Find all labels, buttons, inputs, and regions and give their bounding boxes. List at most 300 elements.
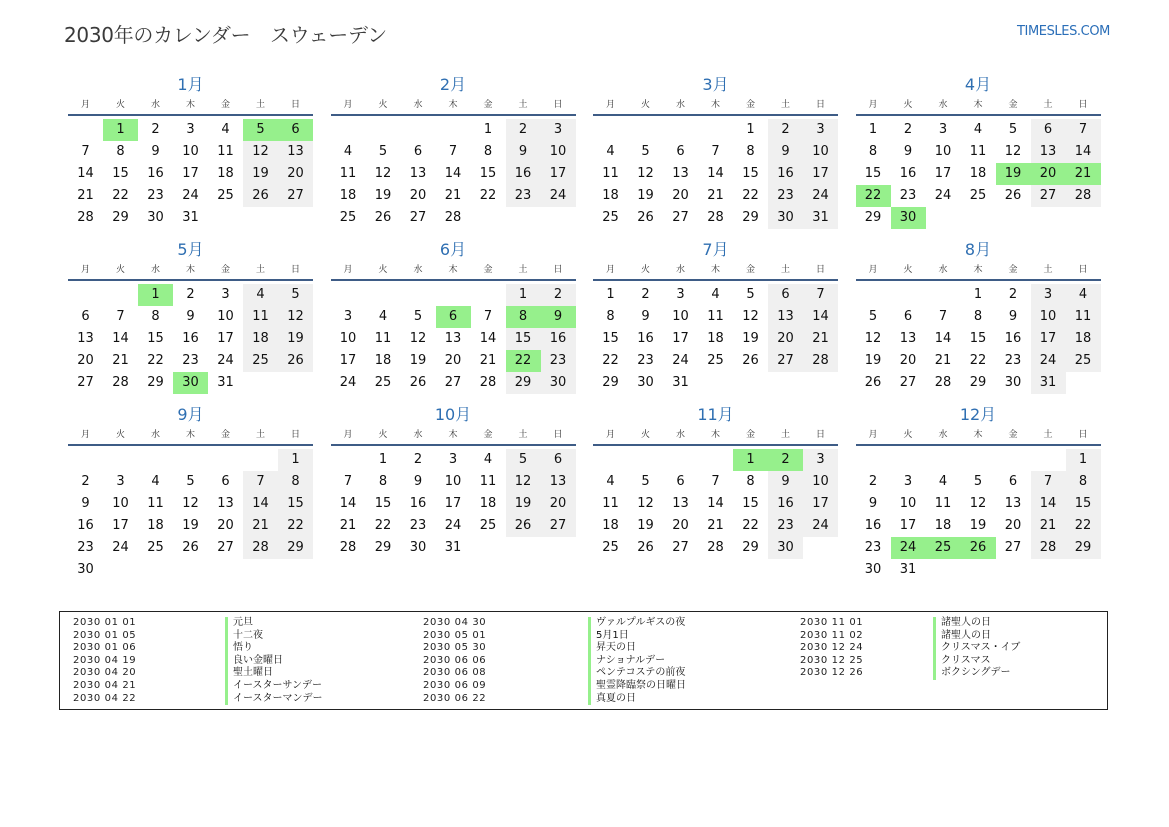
holiday-cell: 20 xyxy=(1031,163,1066,185)
day-cell: 13 xyxy=(444,331,462,346)
day-cell: 31 xyxy=(672,375,689,390)
weekday-label: 水 xyxy=(675,100,685,110)
day-cell: 19 xyxy=(182,518,199,533)
holiday-cell: 6 xyxy=(278,119,313,141)
day-cell: 18 xyxy=(217,166,234,181)
holiday-date-column xyxy=(73,617,136,705)
day-cell: 28 xyxy=(444,210,462,225)
day-cell: 24 xyxy=(934,188,952,203)
day-cell: 4 xyxy=(711,287,720,302)
day-cell: 11 xyxy=(707,309,724,324)
day-cell: 14 xyxy=(112,331,129,346)
day-cell: 21 xyxy=(339,518,357,533)
weekday-label: 木 xyxy=(448,430,458,440)
holiday-name: 真夏の日 xyxy=(588,693,686,706)
day-cell: 28 xyxy=(707,540,724,555)
empty-cell xyxy=(103,449,138,471)
weekday-header xyxy=(68,426,313,446)
weekday-label: 火 xyxy=(903,265,913,275)
day-cell: 18 xyxy=(243,328,278,350)
holiday-name: ナショナルデー xyxy=(588,655,686,668)
day-cell: 24 xyxy=(803,515,838,537)
day-grid xyxy=(68,116,313,229)
empty-cell xyxy=(926,284,961,306)
empty-cell xyxy=(628,119,663,141)
day-cell: 11 xyxy=(374,331,392,346)
empty-cell xyxy=(68,119,103,141)
day-cell: 18 xyxy=(707,331,724,346)
weekday-label: 水 xyxy=(675,265,685,275)
day-cell: 19 xyxy=(243,163,278,185)
day-cell: 21 xyxy=(1031,515,1066,537)
day-cell: 7 xyxy=(711,144,720,159)
day-cell: 30 xyxy=(864,562,882,577)
day-cell: 30 xyxy=(768,537,803,559)
day-cell: 13 xyxy=(1031,141,1066,163)
day-cell: 16 xyxy=(899,166,917,181)
holiday-date: 2030 06 09 xyxy=(423,679,487,691)
day-cell: 7 xyxy=(938,309,948,324)
day-cell: 4 xyxy=(1066,284,1101,306)
day-cell: 30 xyxy=(147,210,164,225)
day-cell: 5 xyxy=(746,287,755,302)
day-cell: 18 xyxy=(1066,328,1101,350)
month-title: 3月 xyxy=(702,75,729,94)
weekday-label: 木 xyxy=(185,100,195,110)
day-cell: 2 xyxy=(186,287,195,302)
day-cell: 30 xyxy=(541,372,576,394)
day-cell: 18 xyxy=(374,353,392,368)
day-grid xyxy=(331,446,576,559)
day-cell: 22 xyxy=(278,515,313,537)
day-cell: 8 xyxy=(606,309,615,324)
day-cell: 24 xyxy=(444,518,462,533)
day-grid xyxy=(331,116,576,229)
holiday-list-box xyxy=(59,611,1108,710)
day-cell: 4 xyxy=(973,122,983,137)
day-cell: 22 xyxy=(969,353,987,368)
day-grid xyxy=(593,446,838,559)
empty-cell xyxy=(698,119,733,141)
day-cell: 16 xyxy=(768,163,803,185)
day-cell: 1 xyxy=(278,449,313,471)
day-cell: 2 xyxy=(413,452,423,467)
weekday-label: 金 xyxy=(483,100,493,110)
day-cell: 26 xyxy=(1004,188,1022,203)
day-cell: 29 xyxy=(147,375,164,390)
day-cell: 27 xyxy=(1031,185,1066,207)
empty-cell xyxy=(961,449,996,471)
day-cell: 6 xyxy=(1031,119,1066,141)
holiday-name: ボクシングデー xyxy=(933,667,1020,680)
day-cell: 3 xyxy=(938,122,948,137)
day-cell: 4 xyxy=(378,309,388,324)
day-cell: 9 xyxy=(1008,309,1018,324)
day-cell: 14 xyxy=(479,331,497,346)
day-cell: 17 xyxy=(182,166,199,181)
empty-cell xyxy=(243,449,278,471)
holiday-cell: 8 xyxy=(506,306,541,328)
holiday-date: 2030 11 01 xyxy=(800,617,864,628)
day-cell: 18 xyxy=(934,518,952,533)
day-cell: 1 xyxy=(973,287,983,302)
empty-cell xyxy=(401,284,436,306)
day-cell: 27 xyxy=(77,375,94,390)
day-cell: 28 xyxy=(77,210,94,225)
day-cell: 29 xyxy=(969,375,987,390)
month-calendar xyxy=(856,239,1101,394)
weekday-label: 土 xyxy=(255,430,265,440)
holiday-cell: 6 xyxy=(436,306,471,328)
day-cell: 14 xyxy=(339,496,357,511)
day-cell: 2 xyxy=(541,284,576,306)
day-cell: 11 xyxy=(217,144,234,159)
day-cell: 9 xyxy=(868,496,878,511)
holiday-name: 十二夜 xyxy=(225,630,323,643)
day-cell: 8 xyxy=(278,471,313,493)
day-cell: 15 xyxy=(278,493,313,515)
weekday-label: 火 xyxy=(378,430,388,440)
day-cell: 8 xyxy=(483,144,493,159)
holiday-name-column xyxy=(588,617,686,705)
weekday-header xyxy=(856,261,1101,281)
day-cell: 17 xyxy=(444,496,462,511)
day-cell: 2 xyxy=(1008,287,1018,302)
weekday-label: 水 xyxy=(675,430,685,440)
month-calendar xyxy=(856,74,1101,229)
day-cell: 15 xyxy=(479,166,497,181)
day-cell: 11 xyxy=(479,474,497,489)
holiday-name: 5月1日 xyxy=(588,630,686,643)
day-grid xyxy=(593,116,838,229)
day-cell: 11 xyxy=(147,496,164,511)
day-cell: 28 xyxy=(707,210,724,225)
day-cell: 31 xyxy=(217,375,234,390)
month-calendar xyxy=(856,404,1101,581)
day-cell: 20 xyxy=(541,493,576,515)
day-cell: 12 xyxy=(182,496,199,511)
holiday-cell: 30 xyxy=(173,372,208,394)
day-cell: 20 xyxy=(77,353,94,368)
day-cell: 14 xyxy=(803,306,838,328)
weekday-label: 土 xyxy=(780,430,790,440)
weekday-label: 木 xyxy=(185,265,195,275)
empty-cell xyxy=(331,119,366,141)
day-cell: 31 xyxy=(444,540,462,555)
day-cell: 27 xyxy=(899,375,917,390)
day-cell: 6 xyxy=(541,449,576,471)
empty-cell xyxy=(593,119,628,141)
day-cell: 1 xyxy=(868,122,878,137)
holiday-name: 聖土曜日 xyxy=(225,667,323,680)
day-cell: 21 xyxy=(77,188,94,203)
day-cell: 17 xyxy=(541,163,576,185)
day-cell: 25 xyxy=(479,518,497,533)
day-cell: 8 xyxy=(378,474,388,489)
month-title: 9月 xyxy=(177,405,204,424)
day-cell: 6 xyxy=(676,144,685,159)
day-cell: 7 xyxy=(448,144,458,159)
day-cell: 28 xyxy=(479,375,497,390)
day-cell: 25 xyxy=(602,210,619,225)
holiday-name: 良い金曜日 xyxy=(225,655,323,668)
day-cell: 22 xyxy=(147,353,164,368)
holiday-cell: 26 xyxy=(961,537,996,559)
weekday-label: 日 xyxy=(1078,100,1088,110)
weekday-label: 日 xyxy=(815,265,825,275)
day-cell: 7 xyxy=(483,309,493,324)
day-cell: 30 xyxy=(77,562,94,577)
site-link[interactable]: TIMESLES.COM xyxy=(1016,24,1110,39)
empty-cell xyxy=(436,284,471,306)
day-cell: 2 xyxy=(868,474,878,489)
empty-cell xyxy=(68,449,103,471)
day-cell: 12 xyxy=(637,496,654,511)
day-cell: 11 xyxy=(934,496,952,511)
day-cell: 18 xyxy=(969,166,987,181)
holiday-date: 2030 04 20 xyxy=(73,667,137,679)
weekday-header xyxy=(593,96,838,116)
weekday-label: 月 xyxy=(605,100,615,110)
day-cell: 10 xyxy=(934,144,952,159)
day-cell: 24 xyxy=(112,540,129,555)
day-cell: 18 xyxy=(479,496,497,511)
month-title: 11月 xyxy=(697,405,734,424)
day-cell: 12 xyxy=(969,496,987,511)
day-cell: 17 xyxy=(899,518,917,533)
day-cell: 25 xyxy=(147,540,164,555)
weekday-label: 日 xyxy=(290,265,300,275)
day-cell: 1 xyxy=(506,284,541,306)
day-cell: 5 xyxy=(506,449,541,471)
day-cell: 26 xyxy=(637,210,654,225)
weekday-label: 木 xyxy=(448,265,458,275)
day-cell: 27 xyxy=(409,210,427,225)
day-cell: 20 xyxy=(768,328,803,350)
day-cell: 11 xyxy=(602,496,619,511)
empty-cell xyxy=(366,119,401,141)
day-cell: 29 xyxy=(742,210,759,225)
day-grid xyxy=(856,116,1101,229)
weekday-label: 月 xyxy=(868,265,878,275)
day-cell: 9 xyxy=(151,144,160,159)
day-cell: 10 xyxy=(217,309,234,324)
day-cell: 5 xyxy=(641,474,650,489)
weekday-label: 土 xyxy=(518,430,528,440)
empty-cell xyxy=(996,449,1031,471)
day-cell: 13 xyxy=(409,166,427,181)
day-cell: 27 xyxy=(541,515,576,537)
day-cell: 25 xyxy=(339,210,357,225)
holiday-date: 2030 06 06 xyxy=(423,654,487,666)
weekday-label: 土 xyxy=(255,265,265,275)
day-cell: 4 xyxy=(606,144,615,159)
day-cell: 15 xyxy=(506,328,541,350)
day-cell: 13 xyxy=(768,306,803,328)
day-cell: 4 xyxy=(938,474,948,489)
month-calendar xyxy=(331,404,576,581)
day-cell: 16 xyxy=(864,518,882,533)
day-cell: 10 xyxy=(339,331,357,346)
holiday-date: 2030 04 19 xyxy=(73,654,137,666)
day-cell: 7 xyxy=(243,471,278,493)
day-cell: 15 xyxy=(969,331,987,346)
day-cell: 25 xyxy=(602,540,619,555)
day-cell: 23 xyxy=(899,188,917,203)
day-cell: 28 xyxy=(1066,185,1101,207)
day-cell: 11 xyxy=(1066,306,1101,328)
month-calendar xyxy=(593,404,838,581)
weekday-label: 金 xyxy=(483,430,493,440)
day-cell: 7 xyxy=(711,474,720,489)
day-cell: 2 xyxy=(81,474,90,489)
day-cell: 27 xyxy=(672,540,689,555)
day-cell: 22 xyxy=(479,188,497,203)
day-cell: 25 xyxy=(707,353,724,368)
day-cell: 5 xyxy=(378,144,388,159)
day-cell: 22 xyxy=(1066,515,1101,537)
day-cell: 12 xyxy=(243,141,278,163)
day-cell: 11 xyxy=(339,166,357,181)
day-cell: 13 xyxy=(278,141,313,163)
day-cell: 30 xyxy=(1004,375,1022,390)
day-cell: 16 xyxy=(182,331,199,346)
day-cell: 30 xyxy=(637,375,654,390)
holiday-date-column xyxy=(423,617,486,705)
weekday-header xyxy=(331,96,576,116)
day-cell: 16 xyxy=(506,163,541,185)
weekday-label: 水 xyxy=(413,430,423,440)
day-cell: 20 xyxy=(278,163,313,185)
empty-cell xyxy=(436,119,471,141)
holiday-name: 諸聖人の日 xyxy=(933,630,1020,643)
day-cell: 4 xyxy=(606,474,615,489)
day-cell: 10 xyxy=(899,496,917,511)
day-cell: 23 xyxy=(77,540,94,555)
weekday-label: 土 xyxy=(780,100,790,110)
day-cell: 26 xyxy=(374,210,392,225)
day-cell: 20 xyxy=(899,353,917,368)
weekday-header xyxy=(68,96,313,116)
day-cell: 1 xyxy=(1066,449,1101,471)
weekday-label: 火 xyxy=(115,100,125,110)
day-cell: 12 xyxy=(864,331,882,346)
holiday-date: 2030 01 05 xyxy=(73,629,137,641)
weekday-label: 月 xyxy=(868,430,878,440)
month-title: 4月 xyxy=(964,75,992,94)
holiday-cell: 30 xyxy=(891,207,926,229)
day-cell: 18 xyxy=(602,518,619,533)
day-cell: 22 xyxy=(742,188,759,203)
weekday-label: 金 xyxy=(745,430,755,440)
weekday-label: 木 xyxy=(973,430,983,440)
holiday-date: 2030 12 24 xyxy=(800,642,864,654)
day-cell: 4 xyxy=(151,474,160,489)
day-cell: 31 xyxy=(182,210,199,225)
weekday-label: 水 xyxy=(413,100,423,110)
holiday-date: 2030 01 01 xyxy=(73,617,137,628)
weekday-label: 水 xyxy=(150,430,160,440)
day-cell: 15 xyxy=(112,166,129,181)
day-cell: 31 xyxy=(803,207,838,229)
day-cell: 28 xyxy=(243,537,278,559)
day-cell: 30 xyxy=(409,540,427,555)
day-cell: 10 xyxy=(1031,306,1066,328)
month-title: 8月 xyxy=(964,240,992,259)
empty-cell xyxy=(103,284,138,306)
weekday-label: 水 xyxy=(938,430,948,440)
weekday-label: 土 xyxy=(1043,100,1053,110)
day-cell: 9 xyxy=(641,309,650,324)
month-calendar xyxy=(331,74,576,229)
day-cell: 14 xyxy=(77,166,94,181)
empty-cell xyxy=(366,284,401,306)
weekday-label: 水 xyxy=(938,100,948,110)
holiday-name: 聖霊降臨祭の日曜日 xyxy=(588,680,686,693)
day-cell: 23 xyxy=(768,515,803,537)
day-cell: 16 xyxy=(409,496,427,511)
day-cell: 2 xyxy=(641,287,650,302)
day-cell: 19 xyxy=(969,518,987,533)
weekday-label: 金 xyxy=(1008,265,1018,275)
weekday-label: 火 xyxy=(903,430,913,440)
day-cell: 7 xyxy=(1066,119,1101,141)
day-cell: 3 xyxy=(676,287,685,302)
holiday-cell: 2 xyxy=(768,449,803,471)
day-cell: 5 xyxy=(973,474,983,489)
day-cell: 12 xyxy=(637,166,654,181)
day-cell: 16 xyxy=(637,331,654,346)
day-cell: 19 xyxy=(637,188,654,203)
empty-cell xyxy=(173,449,208,471)
day-grid xyxy=(68,281,313,394)
day-cell: 8 xyxy=(973,309,983,324)
day-cell: 26 xyxy=(243,185,278,207)
day-cell: 1 xyxy=(606,287,615,302)
holiday-name: イースターサンデー xyxy=(225,680,323,693)
day-cell: 29 xyxy=(864,210,882,225)
holiday-name: 悟り xyxy=(225,642,323,655)
weekday-label: 月 xyxy=(80,430,90,440)
day-grid xyxy=(68,446,313,581)
day-cell: 3 xyxy=(116,474,125,489)
empty-cell xyxy=(471,284,506,306)
holiday-name: ヴァルプルギスの夜 xyxy=(588,617,686,630)
holiday-date-column xyxy=(800,617,863,680)
weekday-label: 金 xyxy=(483,265,493,275)
day-cell: 19 xyxy=(374,188,392,203)
day-cell: 18 xyxy=(339,188,357,203)
day-cell: 17 xyxy=(112,518,129,533)
day-cell: 13 xyxy=(77,331,94,346)
month-title: 7月 xyxy=(702,240,729,259)
empty-cell xyxy=(401,119,436,141)
weekday-label: 木 xyxy=(710,430,720,440)
day-cell: 2 xyxy=(151,122,160,137)
holiday-date: 2030 11 02 xyxy=(800,629,864,641)
weekday-label: 金 xyxy=(220,265,230,275)
holiday-date: 2030 01 06 xyxy=(73,642,137,654)
day-cell: 21 xyxy=(803,328,838,350)
day-cell: 16 xyxy=(77,518,94,533)
day-grid xyxy=(331,281,576,394)
day-cell: 12 xyxy=(374,166,392,181)
weekday-label: 木 xyxy=(710,100,720,110)
empty-cell xyxy=(698,449,733,471)
month-calendar xyxy=(68,404,313,581)
day-cell: 21 xyxy=(707,518,724,533)
day-cell: 26 xyxy=(742,353,759,368)
